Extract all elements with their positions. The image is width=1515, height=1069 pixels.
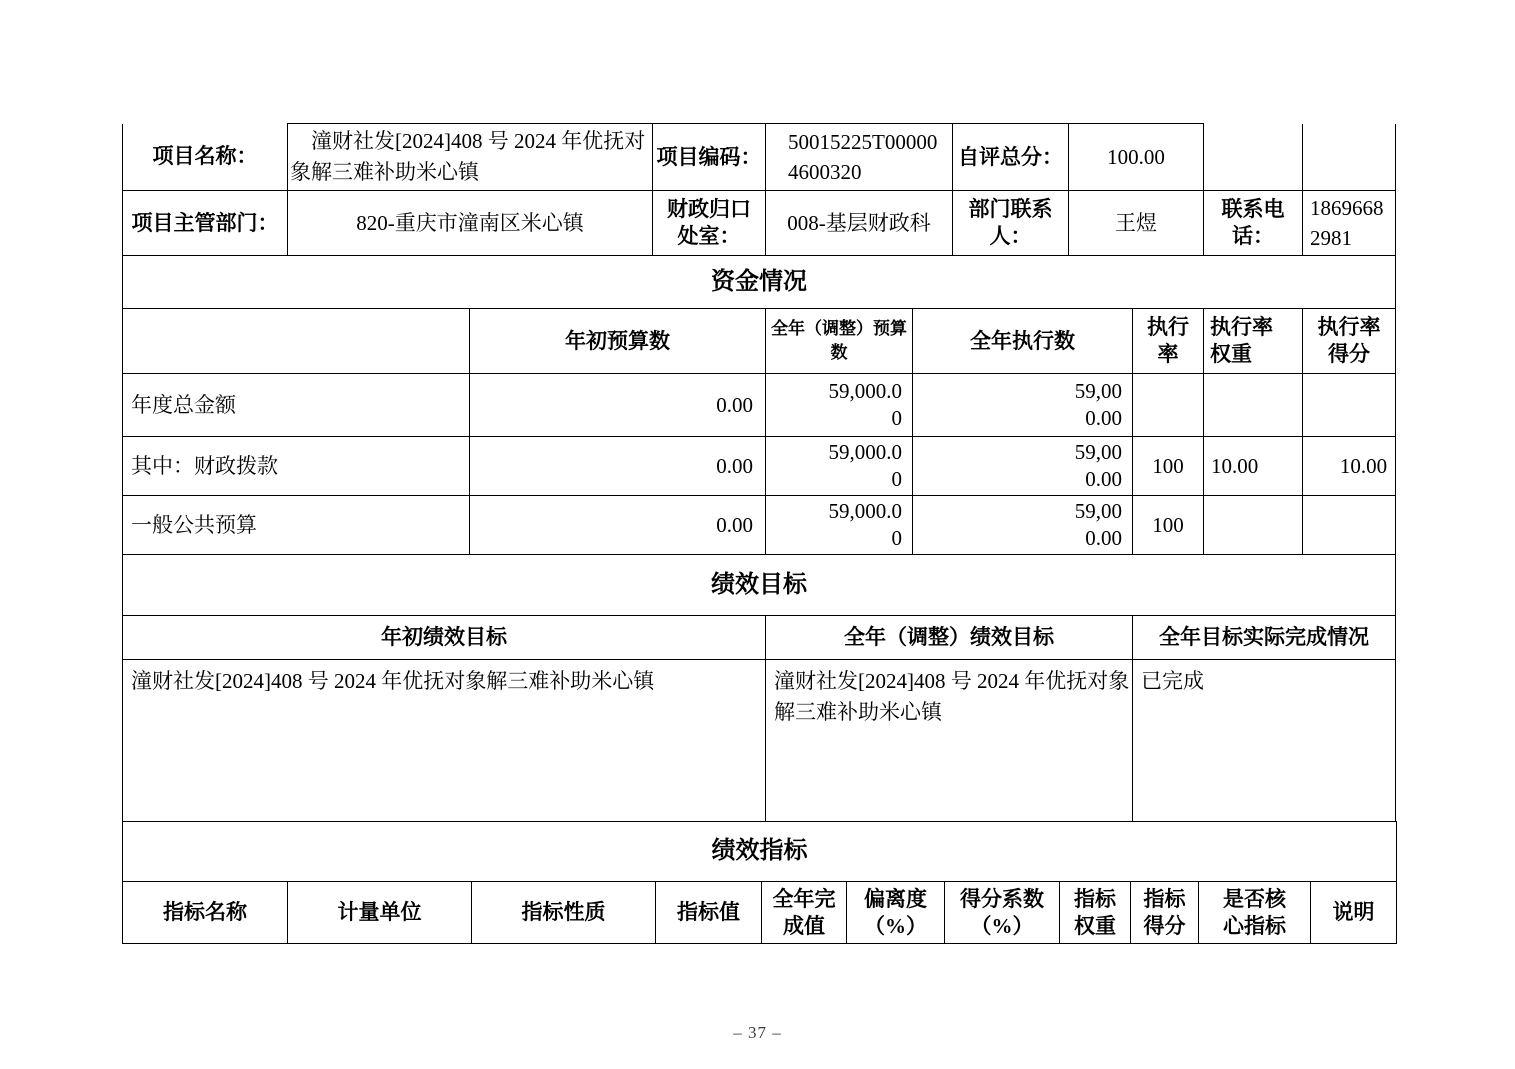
funds-header-adjusted	[766, 309, 913, 374]
fund-executed: 59,000.00	[913, 437, 1133, 496]
project-code-value: 50015225T000004600320	[766, 124, 953, 191]
project-name-value: 潼财社发[2024]408 号 2024 年优抚对象解三难补助米心镇	[288, 124, 653, 191]
goals-title-row	[123, 555, 1396, 616]
funds-header-rate-weight-text: 执行率权重	[1210, 315, 1273, 366]
fund-adjusted-budget: 59,000.00	[766, 496, 913, 555]
funds-section-title: 资金情况	[123, 256, 1396, 309]
project-code-label: 项目编码：	[653, 124, 766, 191]
indicator-header-score	[1131, 882, 1199, 944]
funds-header-rate	[1133, 309, 1204, 374]
indicator-header-weight-text: 指标权重	[1074, 886, 1116, 938]
phone-label	[1204, 191, 1303, 256]
funds-header-rate-score	[1303, 309, 1396, 374]
fund-rate: 100	[1133, 437, 1204, 496]
indicator-header-score-coef-text: 得分系数（%）	[960, 886, 1044, 938]
indicators-section-title: 绩效指标	[123, 822, 1397, 882]
fund-rate	[1133, 374, 1204, 437]
dept-value: 820-重庆市潼南区米心镇	[288, 191, 653, 256]
goals-header-row	[123, 616, 1396, 660]
indicators-title-row	[123, 822, 1397, 882]
evaluation-sheet	[122, 123, 1395, 944]
fund-rate: 100	[1133, 496, 1204, 555]
indicator-header-weight	[1060, 882, 1131, 944]
indicator-header-core	[1199, 882, 1311, 944]
self-score-value: 100.00	[1069, 124, 1204, 191]
phone-value: 18696682981	[1303, 191, 1396, 256]
fund-adjusted-budget: 59,000.00	[766, 374, 913, 437]
goal-initial-text: 潼财社发[2024]408 号 2024 年优抚对象解三难补助米心镇	[123, 660, 766, 822]
funds-header-row	[123, 309, 1396, 374]
dept-label: 项目主管部门：	[123, 191, 288, 256]
indicator-header-score-text: 指标得分	[1143, 886, 1186, 938]
goal-completion-text: 已完成	[1133, 660, 1396, 822]
fund-executed: 59,000.00	[913, 496, 1133, 555]
indicator-header-value: 指标值	[656, 882, 762, 944]
finance-office-label	[653, 191, 766, 256]
indicator-header-completed-text: 全年完成值	[772, 886, 836, 938]
goals-content-row	[123, 660, 1396, 822]
funds-header-executed: 全年执行数	[913, 309, 1133, 374]
indicator-header-deviation-text: 偏离度（%）	[864, 886, 927, 938]
info-row-1	[123, 124, 1396, 191]
funds-row-public-budget	[123, 496, 1396, 555]
indicator-header-name: 指标名称	[123, 882, 288, 944]
funds-row-fiscal	[123, 437, 1396, 496]
fund-rate-weight	[1204, 496, 1303, 555]
indicator-header-core-text: 是否核心指标	[1223, 886, 1286, 938]
funds-header-empty	[123, 309, 470, 374]
finance-office-label-text: 财政归口处室：	[667, 197, 751, 248]
fund-row-name: 其中：财政拨款	[123, 437, 470, 496]
indicator-header-note: 说明	[1311, 882, 1397, 944]
goal-adjusted-text: 潼财社发[2024]408 号 2024 年优抚对象解三难补助米心镇	[766, 660, 1133, 822]
funds-row-total	[123, 374, 1396, 437]
fund-adjusted-budget: 59,000.00	[766, 437, 913, 496]
contact-value: 王煜	[1069, 191, 1204, 256]
indicator-header-score-coef	[945, 882, 1060, 944]
goals-section-title: 绩效目标	[123, 555, 1396, 616]
finance-office-value: 008-基层财政科	[766, 191, 953, 256]
fund-rate-score: 10.00	[1303, 437, 1396, 496]
fund-row-name: 年度总金额	[123, 374, 470, 437]
indicators-header-row	[123, 882, 1397, 944]
funds-header-rate-weight	[1204, 309, 1303, 374]
fund-rate-weight	[1204, 374, 1303, 437]
indicator-header-unit: 计量单位	[288, 882, 472, 944]
indicator-header-nature: 指标性质	[472, 882, 656, 944]
fund-executed: 59,000.00	[913, 374, 1133, 437]
goals-header-adjusted: 全年（调整）绩效目标	[766, 616, 1133, 660]
funds-header-rate-text: 执行率	[1147, 315, 1189, 366]
funds-title-row	[123, 256, 1396, 309]
contact-label-text: 部门联系人：	[968, 197, 1053, 248]
project-info-table	[122, 123, 1396, 256]
fund-row-name: 一般公共预算	[123, 496, 470, 555]
fund-initial-budget: 0.00	[470, 496, 766, 555]
info-row-2	[123, 191, 1396, 256]
empty-cell	[1204, 124, 1303, 191]
funds-header-initial: 年初预算数	[470, 309, 766, 374]
indicator-header-deviation	[847, 882, 945, 944]
fund-initial-budget: 0.00	[470, 437, 766, 496]
goals-table	[122, 554, 1396, 822]
fund-rate-weight: 10.00	[1204, 437, 1303, 496]
phone-label-text: 联系电话：	[1221, 197, 1285, 248]
funds-table	[122, 255, 1396, 555]
goals-header-initial: 年初绩效目标	[123, 616, 766, 660]
page-number: – 37 –	[733, 1023, 782, 1042]
goals-header-completion: 全年目标实际完成情况	[1133, 616, 1396, 660]
funds-header-rate-score-text: 执行率得分	[1317, 315, 1381, 366]
fund-rate-score	[1303, 374, 1396, 437]
project-name-label: 项目名称：	[123, 124, 288, 191]
empty-cell	[1303, 124, 1396, 191]
fund-rate-score	[1303, 496, 1396, 555]
indicator-header-completed	[762, 882, 847, 944]
self-score-label: 自评总分：	[953, 124, 1069, 191]
funds-header-adjusted-text: 全年（调整）预算数	[771, 319, 907, 362]
fund-initial-budget: 0.00	[470, 374, 766, 437]
indicators-table	[122, 821, 1397, 944]
contact-label	[953, 191, 1069, 256]
